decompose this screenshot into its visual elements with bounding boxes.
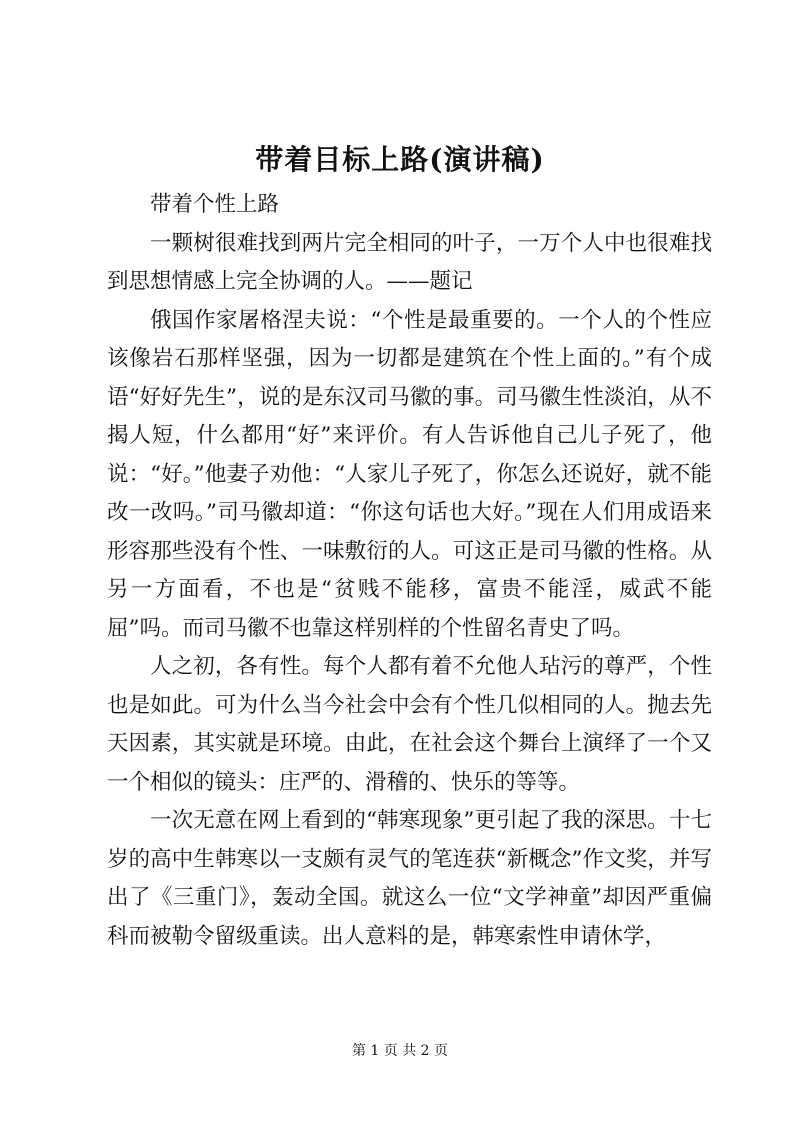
document-body (107, 186, 712, 956)
page-footer: 第 1 页 共 2 页 (351, 1043, 449, 1059)
document-title: 带着目标上路(演讲稿) (255, 143, 545, 176)
body-paragraph: 俄国作家屠格涅夫说：“个性是最重要的。一个人的个性应该像岩石那样坚强，因为一切都是建筑在个性上面的。”有个成语“好好先生”，说的是东汉司马徽的事。司马徽生性淡泊，从不揭人短，什么都用“好”来评价。有人告诉他自己儿子死了，他说：“好。”他妻子劝他：“人家儿子死了，你怎么还说好，就不能改一改吗。”司马徽却道：“你这句话也大好。”现在人们用成语来形容那些没有个性、一味敷衍的人。可这正是司马徽的性格。从另一方面看，不也是“贫贱不能移，富贵不能淫，威武不能屈”吗。而司马徽不也靠这样别样的个性留名青史了吗。 (107, 307, 712, 641)
subtitle-paragraph: 带着个性上路 (150, 192, 280, 217)
epigraph-paragraph: 一颗树很难找到两片完全相同的叶子，一万个人中也很难找到思想情感上完全协调的人。——题记 (107, 230, 712, 294)
body-paragraph: 人之初，各有性。每个人都有着不允他人玷污的尊严，个性也是如此。可为什么当今社会中会有个性几似相同的人。抛去先天因素，其实就是环境。由此，在社会这个舞台上演绎了一个又一个相似的镜头：庄严的、滑稽的、快乐的等等。 (107, 654, 712, 795)
body-paragraph: 一次无意在网上看到的“韩寒现象”更引起了我的深思。十七岁的高中生韩寒以一支颇有灵气的笔连获“新概念”作文奖，并写出了《三重门》，轰动全国。就这么一位“文学神童”却因严重偏科而被勒令留级重读。出人意料的是，韩寒索性申请休学， (107, 808, 712, 949)
